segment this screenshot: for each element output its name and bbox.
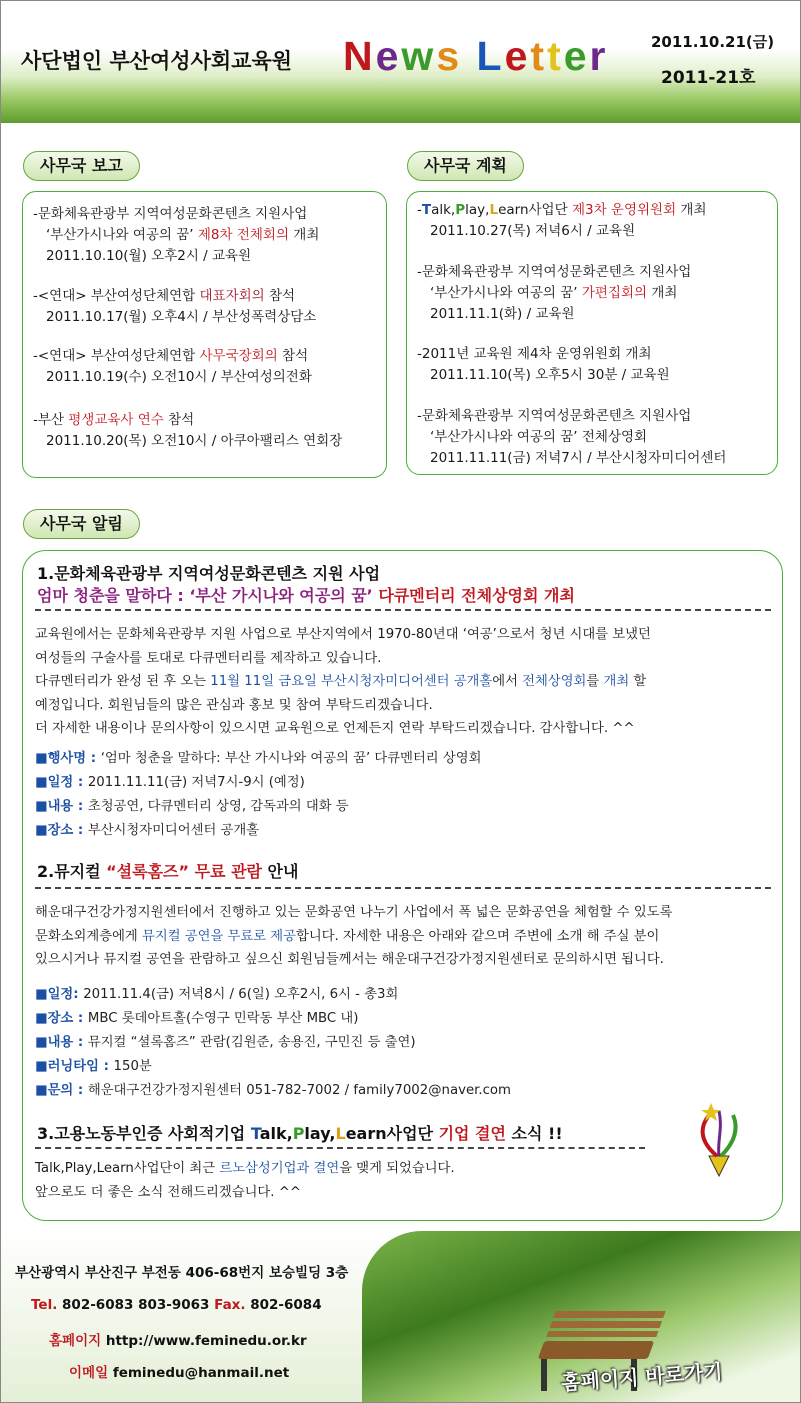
newsletter-letter: e bbox=[563, 33, 590, 79]
report-item-4-line1c: 참석 bbox=[163, 412, 195, 428]
notice-2-line2a: 문화소외계층에게 bbox=[35, 928, 142, 944]
bullet-label: 일정: bbox=[47, 987, 84, 1002]
plan-item-2-line2c: 개최 bbox=[647, 285, 678, 301]
plan-item-1-end: 개최 bbox=[676, 202, 707, 218]
report-item-1 bbox=[33, 204, 319, 267]
bullet-value: ‘엄마 청춘을 말하다: 부산 가시나와 여공의 꿈’ 다큐멘터리 상영회 bbox=[100, 751, 482, 766]
plan-item-3-line1: -2011년 교육원 제4차 운영위원회 개최 bbox=[417, 346, 652, 362]
notice-2-title-b: “셜록홈즈” 무료 관람 bbox=[106, 862, 262, 881]
issue-date: 2011.10.21(금) bbox=[651, 33, 775, 51]
issue-number: 2011-21호 bbox=[661, 68, 756, 88]
notice-3-paragraph bbox=[35, 1157, 455, 1204]
newsletter-letter: t bbox=[547, 33, 564, 79]
header-banner bbox=[1, 1, 801, 123]
notice-2-title bbox=[37, 859, 298, 882]
bullet-row bbox=[35, 1031, 511, 1055]
newsletter-letter: L bbox=[476, 33, 505, 79]
report-item-4-line2: 2011.10.20(목) 오전10시 / 아쿠아팰리스 연회장 bbox=[46, 433, 343, 449]
notice-1-line1: 교육원에서는 문화체육관광부 지원 사업으로 부산지역에서 1970-80년대 ‘여공’으로서 청년 시대를 보냈던 bbox=[35, 627, 651, 642]
notice-3-title-a: 3.고용노동부인증 사회적기업 bbox=[37, 1124, 251, 1143]
report-item-4-highlight: 평생교육사 연수 bbox=[68, 412, 164, 428]
fax-number: 802-6084 bbox=[245, 1297, 322, 1313]
notice-1-title: 1.문화체육관광부 지역여성문화콘텐츠 지원 사업 bbox=[37, 564, 381, 583]
plan-item-1-dash: - bbox=[417, 202, 422, 218]
fax-label: Fax. bbox=[214, 1297, 246, 1313]
plan-item-2 bbox=[417, 262, 691, 325]
report-item-2-line1c: 참석 bbox=[264, 288, 296, 304]
org-name: 사단법인 부산여성사회교육원 bbox=[21, 49, 293, 73]
report-item-1-line3: 2011.10.10(월) 오후2시 / 교육원 bbox=[46, 248, 252, 264]
plan-item-2-line2a: ‘부산가시나와 여공의 꿈’ bbox=[430, 285, 582, 301]
bullet-square-icon: ■ bbox=[35, 987, 48, 1002]
plan-item-4-line3: 2011.11.11(금) 저녁7시 / 부산시청자미디어센터 bbox=[430, 450, 727, 466]
plan-item-1-t: T bbox=[421, 202, 432, 218]
bullet-label: 내용 : bbox=[47, 799, 88, 814]
report-item-3-line2: 2011.10.19(수) 오전10시 / 부산여성의전화 bbox=[46, 369, 312, 385]
notice-2-free: 뮤지컬 공연을 무료로 제공 bbox=[142, 928, 296, 944]
divider bbox=[35, 609, 771, 611]
report-item-3-line1a: -<연대> 부산여성단체연합 bbox=[33, 348, 200, 364]
report-item-3-line1c: 참석 bbox=[277, 348, 309, 364]
notice-3-line2: 앞으로도 더 좋은 소식 전해드리겠습니다. ^^ bbox=[35, 1184, 302, 1200]
tab-plan: 사무국 계획 bbox=[407, 151, 524, 181]
email-link[interactable]: feminedu@hanmail.net bbox=[108, 1365, 290, 1381]
report-item-2 bbox=[33, 286, 316, 328]
notice-1-paragraph bbox=[35, 623, 651, 741]
plan-item-3-line2: 2011.11.10(목) 오후5시 30분 / 교육원 bbox=[430, 367, 670, 383]
notice-2-title-c: 안내 bbox=[261, 862, 299, 881]
notice-3-t: T bbox=[250, 1124, 260, 1143]
notice-3-alk: alk, bbox=[259, 1124, 293, 1143]
bullet-label: 문의 : bbox=[47, 1083, 88, 1098]
footer bbox=[1, 1231, 801, 1403]
bench-leg bbox=[541, 1359, 547, 1391]
notice-1-bullets bbox=[35, 747, 481, 843]
plan-box bbox=[406, 191, 778, 475]
bullet-label: 일정 : bbox=[47, 775, 88, 790]
report-item-3 bbox=[33, 346, 312, 388]
notice-1-screening: 전체상영회 bbox=[522, 674, 587, 689]
plan-item-1-alk: alk, bbox=[431, 202, 456, 218]
bullet-row bbox=[35, 1007, 511, 1031]
bullet-square-icon: ■ bbox=[35, 823, 48, 838]
notice-1-line4: 예정입니다. 회원님들의 많은 관심과 홍보 및 참여 부탁드리겠습니다. bbox=[35, 697, 433, 713]
notice-2-line2c: 합니다. 자세한 내용은 아래와 같으며 주변에 소개 해 주실 분이 bbox=[295, 928, 660, 944]
plan-item-2-highlight: 가편집회의 bbox=[581, 285, 648, 301]
report-item-2-line2: 2011.10.17(월) 오후4시 / 부산성폭력상담소 bbox=[46, 309, 317, 325]
report-item-3-highlight: 사무국장회의 bbox=[199, 348, 278, 364]
notice-3-title-d: !! bbox=[542, 1124, 563, 1143]
plan-item-2-line1: -문화체육관광부 지역여성문화콘텐츠 지원사업 bbox=[417, 264, 692, 280]
notice-1-subtitle-b: 다큐멘터리 전체상영회 개최 bbox=[378, 586, 575, 605]
bullet-square-icon: ■ bbox=[35, 751, 48, 766]
bullet-row bbox=[35, 747, 481, 771]
report-item-1-line2a: ‘부산가시나와 여공의 꿈’ bbox=[46, 227, 198, 243]
report-item-4 bbox=[33, 410, 342, 452]
bullet-value: 2011.11.4(금) 저녁8시 / 6(일) 오후2시, 6시 - 총3회 bbox=[83, 987, 399, 1002]
newsletter-title bbox=[343, 33, 609, 80]
bullet-label: 내용 : bbox=[47, 1035, 88, 1050]
newsletter-letter: t bbox=[530, 33, 548, 79]
tab-report: 사무국 보고 bbox=[23, 151, 140, 181]
report-item-4-line1a: -부산 bbox=[33, 412, 69, 428]
party-popper-icon bbox=[689, 1101, 749, 1181]
notice-1-line3g: 할 bbox=[629, 674, 647, 689]
bullet-row bbox=[35, 771, 481, 795]
plan-item-1-line2: 2011.10.27(목) 저녁6시 / 교육원 bbox=[430, 223, 636, 239]
notice-1-date-venue: 11월 11일 금요일 부산시청자미디어센터 공개홀 bbox=[210, 674, 493, 689]
newsletter-letter: s bbox=[436, 33, 463, 79]
footer-address: 부산광역시 부산진구 부전동 406-68번지 보승빌딩 3층 bbox=[15, 1265, 349, 1281]
notice-1-line5: 더 자세한 내용이나 문의사항이 있으시면 교육원으로 언제든지 연락 부탁드리겠습니다. 감사합니다. ^^ bbox=[35, 721, 635, 736]
report-item-2-line1a: -<연대> 부산여성단체연합 bbox=[33, 288, 200, 304]
bench-icon bbox=[546, 1311, 665, 1337]
notice-1-line3a: 다큐멘터리가 완성 된 후 오는 bbox=[35, 674, 211, 689]
notice-3-earn: earn사업단 bbox=[345, 1124, 439, 1143]
bullet-value: 2011.11.11(금) 저녁7시-9시 (예정) bbox=[87, 775, 305, 790]
bullet-label: 장소 : bbox=[47, 1011, 88, 1026]
bullet-row bbox=[35, 1055, 511, 1079]
plan-item-4-line1: -문화체육관광부 지역여성문화콘텐츠 지원사업 bbox=[417, 408, 692, 424]
notice-3-partnership: 기업 결연 bbox=[438, 1124, 506, 1143]
newsletter-letter: e bbox=[375, 33, 402, 79]
newsletter-letter: e bbox=[504, 33, 531, 79]
bullet-row bbox=[35, 983, 511, 1007]
homepage-link[interactable]: http://www.feminedu.or.kr bbox=[101, 1333, 307, 1349]
bench-seat bbox=[538, 1341, 655, 1359]
notice-3-p: P bbox=[292, 1124, 305, 1143]
notice-3-title bbox=[37, 1121, 563, 1144]
bullet-square-icon: ■ bbox=[35, 1011, 48, 1026]
plan-item-1-lay: lay, bbox=[465, 202, 490, 218]
footer-homepage bbox=[49, 1329, 307, 1349]
notice-3-title-c: 소식 bbox=[505, 1124, 543, 1143]
report-box bbox=[22, 191, 387, 478]
report-item-2-highlight: 대표자회의 bbox=[199, 288, 265, 304]
divider bbox=[35, 887, 771, 889]
footer-contact bbox=[31, 1297, 322, 1313]
report-item-1-line2c: 개최 bbox=[289, 227, 320, 243]
go-homepage-button[interactable]: 홈페이지 바로가기 bbox=[560, 1359, 724, 1395]
notice-1-line3e: 를 bbox=[586, 674, 604, 689]
bullet-value: 초청공연, 다큐멘터리 상영, 감독과의 대화 등 bbox=[87, 799, 349, 814]
notice-2-line1: 해운대구건강가정지원센터에서 진행하고 있는 문화공연 나누기 사업에서 폭 넓은 문화공연을 체험할 수 있도록 bbox=[35, 905, 673, 920]
bullet-row bbox=[35, 795, 481, 819]
bullet-label: 행사명 : bbox=[47, 751, 101, 766]
plan-item-1-l: L bbox=[489, 202, 499, 218]
notice-1-line3c: 에서 bbox=[492, 674, 523, 689]
plan-item-1 bbox=[417, 200, 706, 242]
mail-label: 이메일 bbox=[69, 1365, 109, 1381]
bullet-label: 러닝타임 : bbox=[47, 1059, 114, 1074]
notice-3-line1a: Talk,Play,Learn사업단이 최근 bbox=[35, 1161, 220, 1176]
bullet-square-icon: ■ bbox=[35, 775, 48, 790]
notice-2-paragraph bbox=[35, 901, 672, 972]
notice-1-subtitle-a: 엄마 청춘을 말하다 : ‘부산 가시나와 여공의 꿈’ bbox=[37, 586, 379, 605]
footer-email bbox=[69, 1361, 289, 1381]
bullet-square-icon: ■ bbox=[35, 1035, 48, 1050]
notice-2-line3: 있으시거나 뮤지컬 공연을 관람하고 싶으신 회원님들께서는 해운대구건강가정지원센터로 문의하시면 됩니다. bbox=[35, 952, 664, 967]
bullet-square-icon: ■ bbox=[35, 1059, 48, 1074]
bullet-square-icon: ■ bbox=[35, 1083, 48, 1098]
notice-1-open: 개최 bbox=[603, 674, 630, 689]
report-item-1-line1: -문화체육관광부 지역여성문화콘텐츠 지원사업 bbox=[33, 206, 308, 222]
plan-item-4 bbox=[417, 406, 726, 469]
plan-item-1-highlight: 제3차 운영위원회 bbox=[571, 202, 677, 218]
plan-item-1-earn: earn사업단 bbox=[498, 202, 572, 218]
notice-3-l: L bbox=[335, 1124, 346, 1143]
divider bbox=[35, 1147, 645, 1149]
tel-label: Tel. bbox=[31, 1297, 58, 1313]
newsletter-letter: r bbox=[589, 33, 609, 79]
notice-2-bullets bbox=[35, 983, 511, 1103]
plan-item-1-p: P bbox=[455, 202, 466, 218]
notice-3-renault: 르노삼성기업과 결연 bbox=[219, 1161, 340, 1176]
tel-number: 802-6083 803-9063 bbox=[57, 1297, 215, 1313]
bullet-value: MBC 롯데아트홀(수영구 민락동 부산 MBC 내) bbox=[87, 1011, 359, 1026]
notice-1-line2: 여성들의 구술사를 토대로 다큐멘터리를 제작하고 있습니다. bbox=[35, 650, 382, 666]
notice-box bbox=[22, 550, 783, 1221]
home-label: 홈페이지 bbox=[49, 1333, 102, 1349]
bullet-square-icon: ■ bbox=[35, 799, 48, 814]
tab-notice: 사무국 알림 bbox=[23, 509, 140, 539]
plan-item-2-line3: 2011.11.1(화) / 교육원 bbox=[430, 306, 575, 322]
notice-3-lay: lay, bbox=[304, 1124, 336, 1143]
plan-item-3 bbox=[417, 344, 670, 386]
newsletter-letter bbox=[462, 33, 476, 79]
bullet-row bbox=[35, 819, 481, 843]
bullet-value: 150분 bbox=[113, 1059, 152, 1074]
notice-2-title-a: 2.뮤지컬 bbox=[37, 862, 107, 881]
bullet-value: 해운대구건강가정지원센터 051-782-7002 / family7002@naver.com bbox=[87, 1083, 512, 1098]
bullet-value: 뮤지컬 “셜록홈즈” 관람(김원준, 송용진, 구민진 등 출연) bbox=[87, 1035, 416, 1050]
notice-3-line1c: 을 맺게 되었습니다. bbox=[339, 1161, 455, 1176]
newsletter-letter: w bbox=[401, 33, 437, 79]
bullet-label: 장소 : bbox=[47, 823, 88, 838]
report-item-1-highlight: 제8차 전체회의 bbox=[197, 227, 290, 243]
bullet-row bbox=[35, 1079, 511, 1103]
notice-1-subtitle bbox=[37, 583, 575, 606]
newsletter-letter: N bbox=[343, 33, 376, 79]
bullet-value: 부산시청자미디어센터 공개홀 bbox=[87, 823, 260, 838]
plan-item-4-line2: ‘부산가시나와 여공의 꿈’ 전체상영회 bbox=[430, 429, 648, 445]
